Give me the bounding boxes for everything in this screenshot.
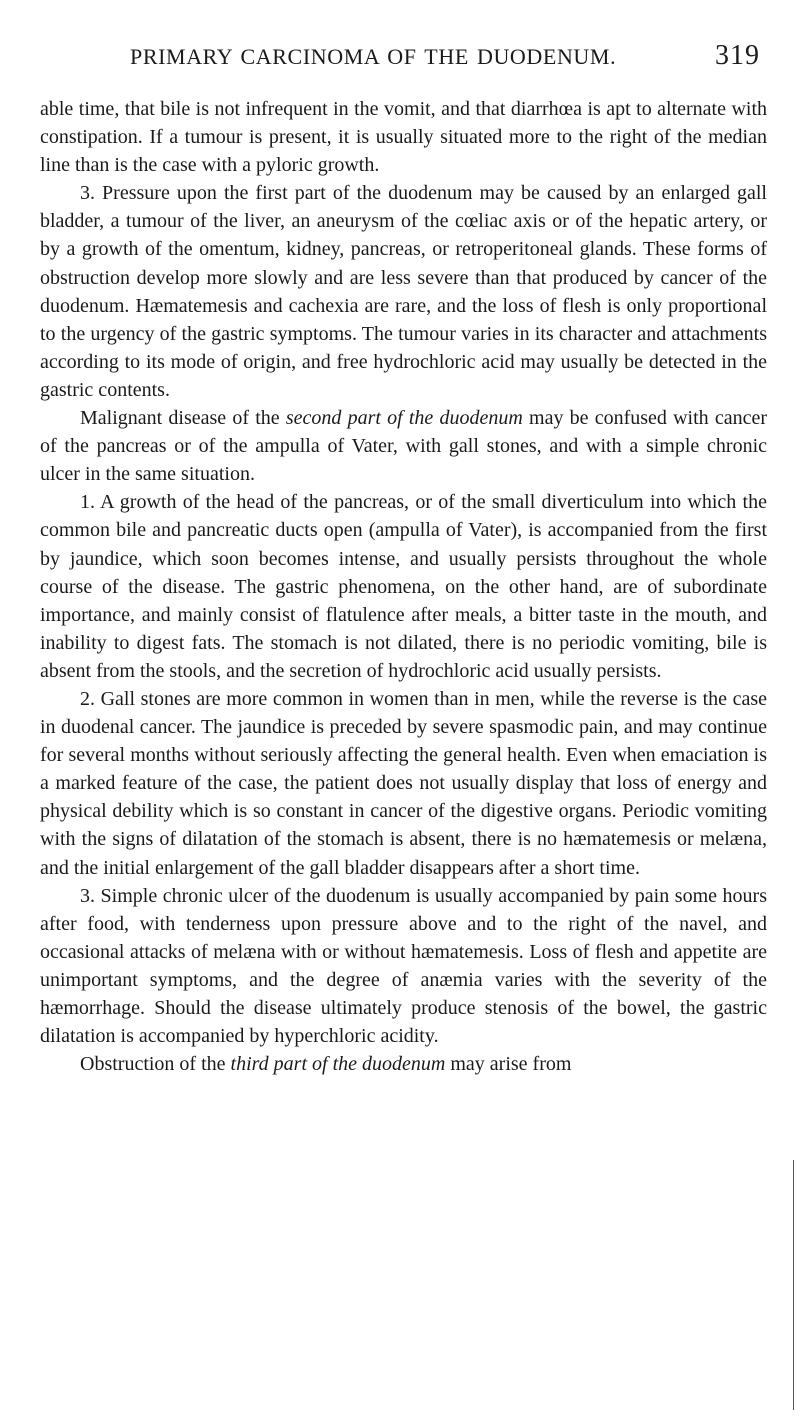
paragraph-gall-stones: 2. Gall stones are more common in women than in men, while the reverse is the case in duodenal cancer. The jaundice is preceded by severe spasmodic pain, and may continue for several months without seriously affecting the general health. Even when emaciation is a marked feature of the case, the patient does not usually display that loss of energy and physical debility which is so constant in cancer of the digestive organs. Periodic vomiting with the signs of dilatation of the stomach is absent, there is no hæmatemesis or melæna, and the initial enlargement of the gall bladder disappears after a short time.: [40, 687, 767, 879]
page-number: 319: [715, 40, 760, 71]
running-title: PRIMARY CARCINOMA OF THE DUODENUM.: [130, 44, 617, 69]
margin-rule: [793, 1160, 794, 1410]
paragraph-pressure-first-part: 3. Pressure upon the first part of the duodenum may be caused by an enlarged gall bladder, a tumour of the liver, an aneurysm of the cœliac axis or of the hepatic artery, or by a growth of the omentum, kidney, pancreas, or retroperitoneal glands. These forms of obstruction develop more slowly and are less severe than that produced by cancer of the duodenum. Hæmatemesis and cachexia are rare, and the loss of flesh is only proportional to the urgency of the gastric symptoms. The tumour varies in its character and attachments according to its mode of origin, and free hydrochloric acid may usually be detected in the gastric contents.: [40, 182, 767, 401]
paragraph-continuation: able time, that bile is not infrequent in the vomit, and that diarrhœa is apt to alternate with constipation. If a tumour is present, it is usually situated more to the right of the median line than is the case with a pyloric growth.: [40, 98, 767, 177]
body-text: [40, 95, 767, 1078]
emphasis-second-part: second part of the duodenum: [285, 407, 523, 430]
running-head: [130, 40, 760, 84]
paragraph-simple-ulcer: 3. Simple chronic ulcer of the duodenum is usually accompanied by pain some hours after food, with tenderness upon pressure above and to the right of the navel, and occasional attacks of melæna with or without hæmatemesis. Loss of flesh and appetite are unimportant symptoms, and the degree of anæmia varies with the severity of the hæmorrhage. Should the disease ultimately produce stenosis of the bowel, the gastric dilatation is accompanied by hyperchloric acidity.: [40, 884, 767, 1048]
paragraph-pancreas-growth: 1. A growth of the head of the pancreas, or of the small diverticulum into which the common bile and pancreatic ducts open (ampulla of Vater), is accompanied from the first by jaundice, which soon becomes intense, and usually persists throughout the whole course of the disease. The gastric phenomena, on the other hand, are of subordinate importance, and mainly consist of flatulence after meals, a bitter taste in the mouth, and inability to digest fats. The stomach is not dilated, there is no periodic vomiting, bile is absent from the stools, and the secretion of hydrochloric acid usually persists.: [40, 491, 767, 682]
paragraph-third-part: Obstruction of the third part of the duodenum may arise from: [80, 1053, 572, 1076]
paragraph-second-part: Malignant disease of the second part of the duodenum may be confused with cancer of the pancreas or of the ampulla of Vater, with gall stones, and with a simple chronic ulcer in the same situation.: [40, 407, 768, 486]
emphasis-third-part: third part of the duodenum: [230, 1053, 446, 1076]
